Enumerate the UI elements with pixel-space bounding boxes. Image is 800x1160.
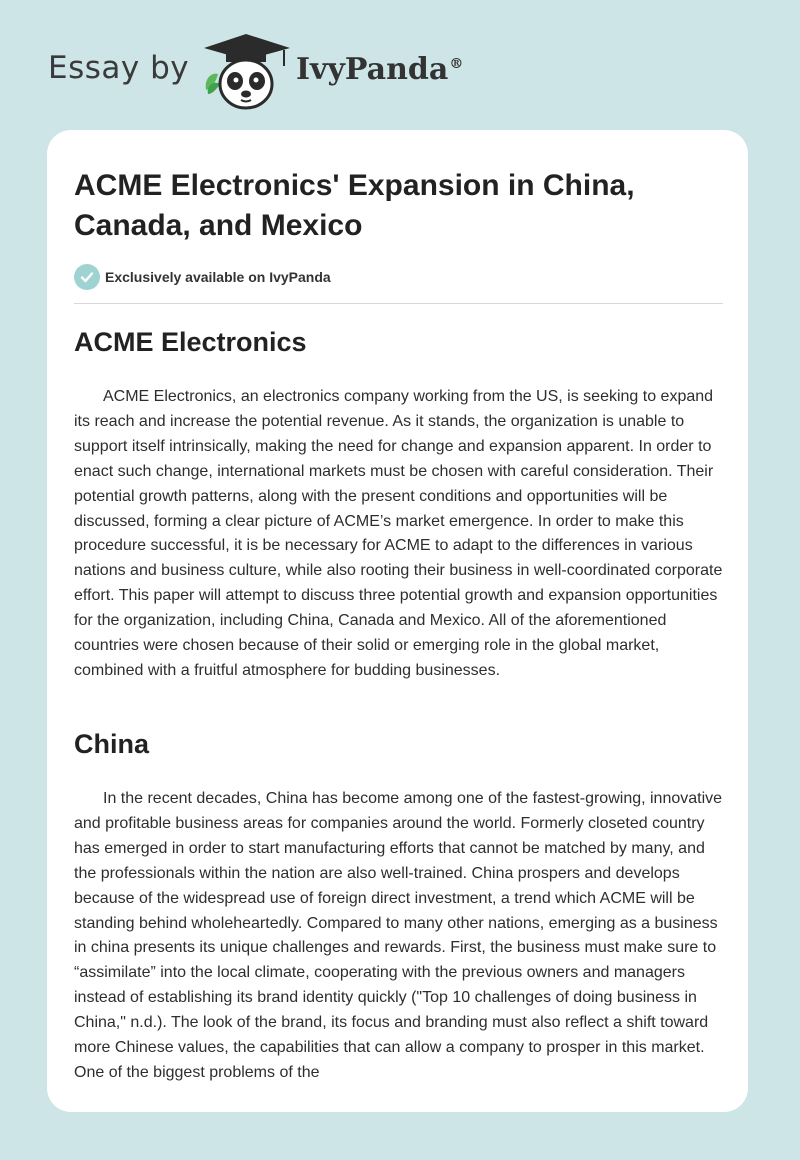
exclusive-badge <box>74 264 331 290</box>
brand-label: IvyPanda <box>296 52 449 87</box>
brand-name[interactable] <box>296 52 463 87</box>
badge-label: Exclusively available on IvyPanda <box>105 269 331 285</box>
section-heading-china: China <box>74 729 150 759</box>
site-header <box>0 0 800 130</box>
section-paragraph-acme: ACME Electronics, an electronics company working from the US, is seeking to expand its reach and increase the potential revenue. As it stands, the organization is unable to support itself intrinsically, making the need for change and expansion apparent. In order to enact such change, international markets must be chosen with careful consideration. Their potential growth patterns, along with the present conditions and opportunities will be discussed, forming a clear picture of ACME’s market emergence. In order to make this procedure successful, it is be necessary for ACME to adapt to the differences in various nations and business culture, while also rooting their business in well-coordinated corporate effort. This paper will attempt to discuss three potential growth and expansion opportunities for the organization, including China, Canada and Mexico. All of the aforementioned countries were chosen because of their solid or emerging role in the global market, combined with a fruitful atmosphere for budding businesses. <box>74 388 723 679</box>
section-heading-acme: ACME Electronics <box>74 327 307 357</box>
divider <box>74 303 723 304</box>
section-paragraph-china: In the recent decades, China has become among one of the fastest-growing, innovative and profitable business areas for companies around the world. Formerly closeted country has emerged in order to start manufacturing efforts that cannot be matched by many, and the professionals within the nation are also well-trained. China prospers and develops because of the widespread use of foreign direct investment, a trend which ACME will be standing behind wholeheartedly. Compared to many other nations, emerging as a business in china presents its unique challenges and rewards. First, the business must make sure to “assimilate” into the local climate, cooperating with the previous owners and managers instead of establishing its brand identity quickly ("Top 10 challenges of doing business in China," n.d.). The look of the brand, its focus and branding must also reflect a shift toward more Chinese values, the capabilities that can allow a company to prosper in this market. One of the biggest problems of the <box>74 790 723 1081</box>
registered-mark: ® <box>449 56 464 72</box>
page-title: ACME Electronics' Expansion in China, Canada, and Mexico <box>74 169 635 242</box>
check-circle-icon <box>74 264 100 290</box>
essay-by-label: Essay by <box>48 50 190 86</box>
panda-graduate-logo-icon[interactable] <box>200 32 292 110</box>
essay-card <box>47 130 748 1112</box>
